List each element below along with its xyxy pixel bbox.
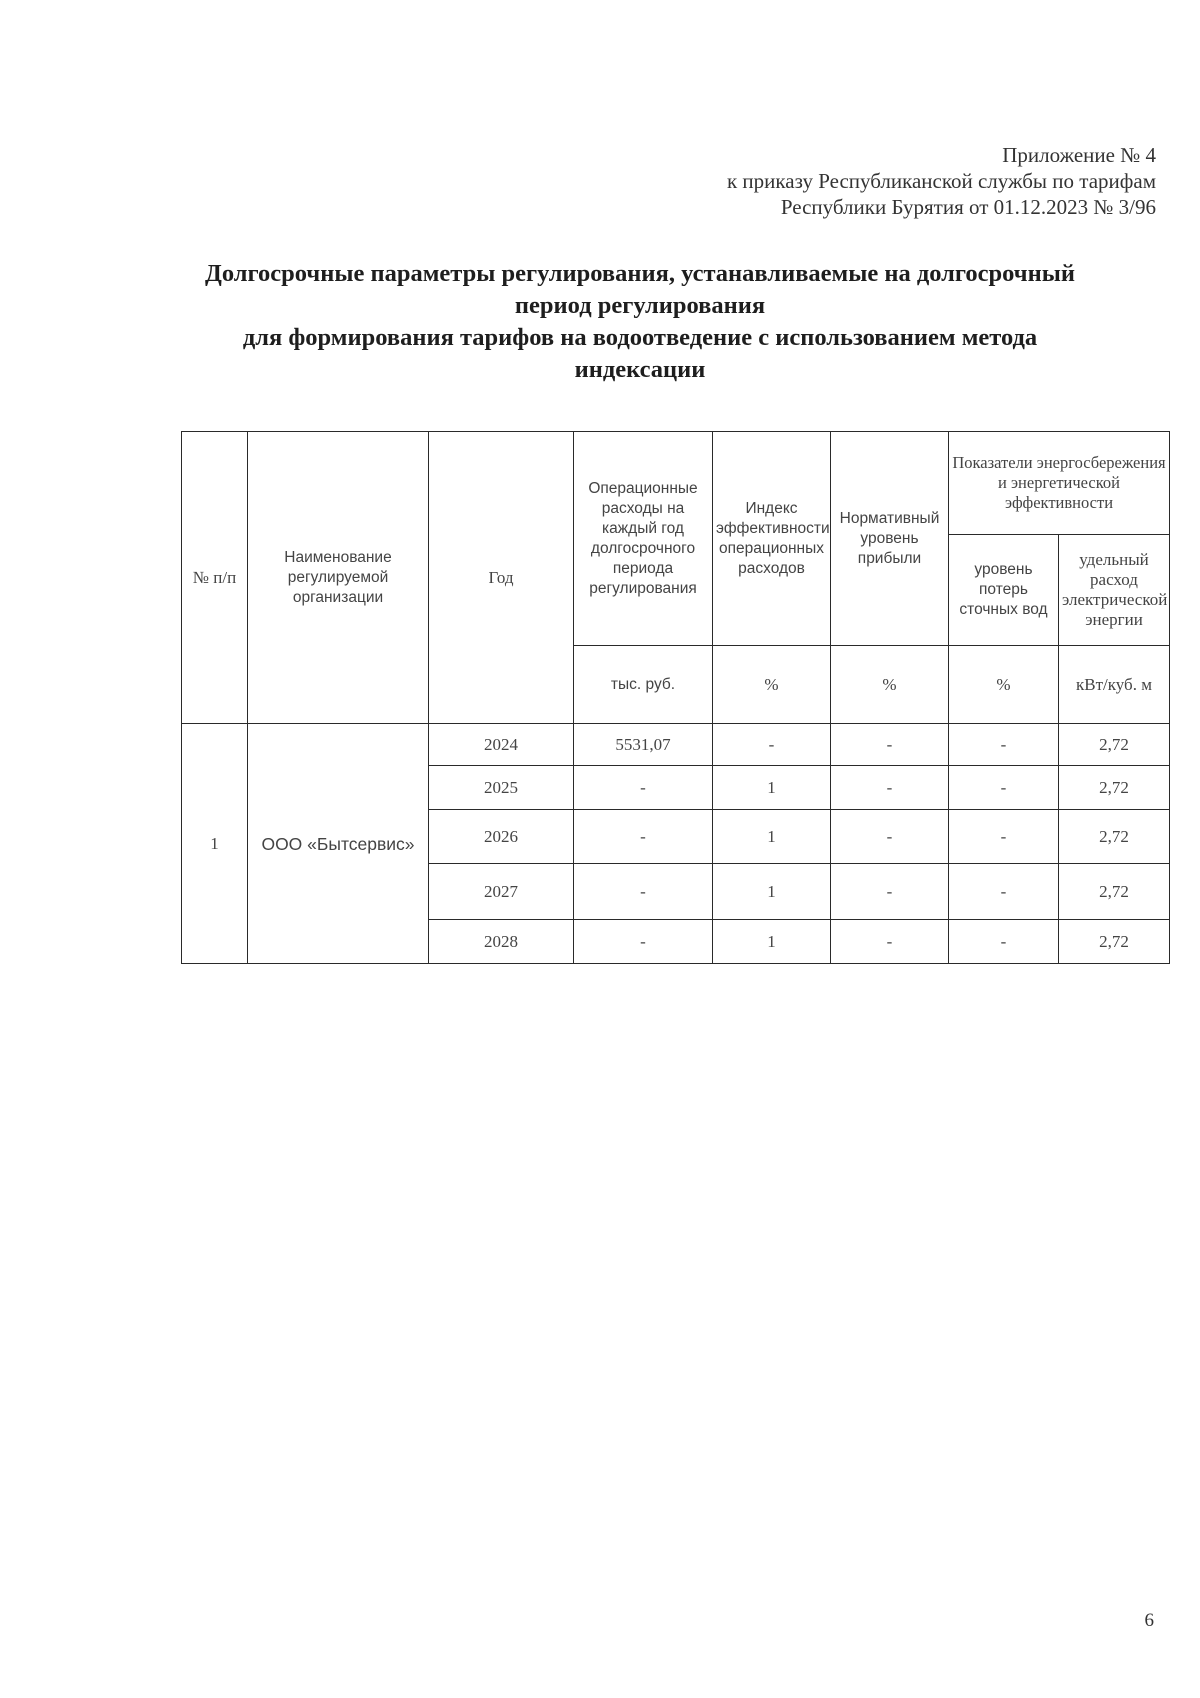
title-line-1: Долгосрочные параметры регулирования, устанавливаемые на долгосрочный (205, 260, 1075, 287)
cell-year: 2027 (429, 864, 574, 920)
cell-operating-costs: - (574, 920, 713, 964)
unit-electricity-consumption: кВт/куб. м (1059, 646, 1170, 724)
cell-efficiency-index: 1 (713, 920, 831, 964)
unit-profit-level: % (831, 646, 949, 724)
title-line-2: период регулирования (514, 292, 766, 319)
header-organization: Наименование регулируемой организации (248, 432, 429, 724)
cell-electricity-consumption: 2,72 (1059, 724, 1170, 766)
header-number: № п/п (182, 432, 248, 724)
cell-efficiency-index: 1 (713, 810, 831, 864)
cell-year: 2024 (429, 724, 574, 766)
title-line-4: индексации (574, 356, 706, 383)
unit-wastewater-losses: % (949, 646, 1059, 724)
cell-wastewater-losses: - (949, 724, 1059, 766)
cell-profit-level: - (831, 766, 949, 810)
header-wastewater-losses: уровень потерь сточных вод (949, 535, 1059, 646)
cell-wastewater-losses: - (949, 810, 1059, 864)
cell-operating-costs: 5531,07 (574, 724, 713, 766)
cell-year: 2028 (429, 920, 574, 964)
cell-electricity-consumption: 2,72 (1059, 864, 1170, 920)
cell-profit-level: - (831, 724, 949, 766)
cell-wastewater-losses: - (949, 766, 1059, 810)
appendix-line-order: к приказу Республиканской службы по тарифам (726, 169, 1156, 193)
document-title (110, 258, 1170, 386)
cell-wastewater-losses: - (949, 864, 1059, 920)
title-line-3: для формирования тарифов на водоотведение с использованием метода (242, 324, 1038, 351)
unit-operating-costs: тыс. руб. (574, 646, 713, 724)
cell-profit-level: - (831, 864, 949, 920)
page-number: 6 (1144, 1610, 1154, 1631)
appendix-reference (596, 142, 1156, 220)
organization-name: ООО «Бытсервис» (248, 724, 429, 964)
cell-year: 2026 (429, 810, 574, 864)
cell-wastewater-losses: - (949, 920, 1059, 964)
cell-electricity-consumption: 2,72 (1059, 810, 1170, 864)
table-row (182, 724, 1170, 766)
cell-year: 2025 (429, 766, 574, 810)
header-energy-indicators: Показатели энергосбережения и энергетической эффективности (949, 432, 1170, 535)
appendix-line-number: Приложение № 4 (1002, 143, 1156, 167)
cell-efficiency-index: 1 (713, 864, 831, 920)
cell-operating-costs: - (574, 766, 713, 810)
cell-operating-costs: - (574, 810, 713, 864)
header-year: Год (429, 432, 574, 724)
regulation-parameters-table (181, 431, 1170, 964)
row-number: 1 (182, 724, 248, 964)
cell-electricity-consumption: 2,72 (1059, 920, 1170, 964)
appendix-line-date: Республики Бурятия от 01.12.2023 № 3/96 (780, 195, 1156, 219)
cell-operating-costs: - (574, 864, 713, 920)
header-operating-costs: Операционные расходы на каждый год долгосрочного периода регулирования (574, 432, 713, 646)
cell-efficiency-index: 1 (713, 766, 831, 810)
header-profit-level: Нормативный уровень прибыли (831, 432, 949, 646)
unit-efficiency-index: % (713, 646, 831, 724)
cell-profit-level: - (831, 810, 949, 864)
header-efficiency-index: Индекс эффективности операционных расходов (713, 432, 831, 646)
header-electricity-consumption: удельный расход электрической энергии (1059, 535, 1170, 646)
cell-electricity-consumption: 2,72 (1059, 766, 1170, 810)
cell-profit-level: - (831, 920, 949, 964)
cell-efficiency-index: - (713, 724, 831, 766)
